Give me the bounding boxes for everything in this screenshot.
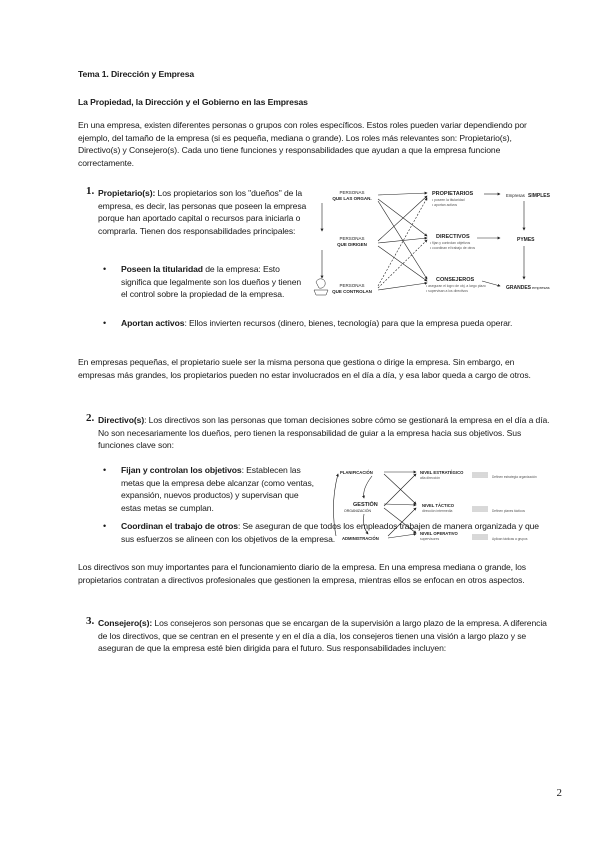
section-1-paragraph bbox=[98, 187, 310, 237]
s1-bullet-2 bbox=[121, 317, 541, 330]
paragraph-3: Los directivos son muy importantes para el funcionamiento diario de la empresa. En una empresa mediana o grande, los propietarios contratan a directivos profesionales que gestionen la empresa, mientras ellos se enfocan en otros aspectos. bbox=[78, 562, 526, 585]
d1-right3b: empresas bbox=[532, 285, 550, 290]
d1-mid2: DIRECTIVOS bbox=[436, 234, 470, 240]
section-3-number: 3. bbox=[86, 615, 95, 627]
d1-mid1-sub2: • aportan activos bbox=[432, 203, 458, 207]
page-number: 2 bbox=[556, 787, 562, 799]
section-3-text: Los consejeros son personas que se encargan de la supervisión a largo plazo de la empresa. A diferencia de los directivos, que se centran en el presente y en el día a día, los consejeros tienen una visión a largo plazo y se aseguran de que la empresa esté bien dirigida para el futuro. Sus responsabilidades incluyen: bbox=[98, 618, 547, 653]
d1-mid2-sub: • fijan y controlan objetivos bbox=[430, 241, 471, 245]
d1-mid1-sub: • poseen la titularidad bbox=[432, 198, 465, 202]
d2-left3: ADMINISTRACIÓN bbox=[342, 536, 379, 541]
topic-title: Tema 1. Dirección y Empresa bbox=[78, 69, 195, 79]
d2-right3: Aplican tácticas a grupos bbox=[492, 537, 528, 541]
section-3-paragraph bbox=[98, 617, 550, 655]
s1-bullet-2-title: Aportan activos bbox=[121, 318, 185, 328]
d2-right1: Definen estrategia organización bbox=[492, 475, 537, 479]
s2-bullet-2-title: Coordinan el trabajo de otros bbox=[121, 521, 238, 531]
d2-mid1b: alta dirección bbox=[420, 476, 440, 480]
d1-right1b: SIMPLES bbox=[528, 193, 550, 199]
d1-right1a: Empresas bbox=[506, 193, 525, 198]
d1-left1b: QUE LAS ORGAN. bbox=[332, 196, 372, 201]
d2-left2b: ORGANIZACIÓN bbox=[344, 509, 372, 513]
section-2-text: : Los directivos son las personas que toman decisiones sobre cómo se gestionará la empresa en el día a día. No son necesariamente los dueños, pero tienen la responsabilidad de guiar a la empresa hacia sus objetivos. Sus funciones clave son: bbox=[98, 415, 550, 450]
d1-mid2-sub2: • coordinan el trabajo de otros bbox=[430, 246, 476, 250]
s2-bullet-1 bbox=[121, 464, 317, 514]
d1-left3b: QUE CONTROLAN bbox=[332, 289, 372, 294]
d1-mid1: PROPIETARIOS bbox=[432, 191, 474, 197]
d2-mid3b: supervisores bbox=[420, 537, 440, 541]
s2-bullet-2 bbox=[121, 520, 541, 545]
d2-right2: Definen planes tácticos bbox=[492, 509, 525, 513]
bullet-icon: • bbox=[103, 318, 107, 328]
section-1-number: 1. bbox=[86, 185, 95, 197]
d2-left2: GESTIÓN bbox=[353, 502, 378, 508]
s1-bullet-2-text: : Ellos invierten recursos (dinero, bienes, tecnología) para que la empresa pueda operar. bbox=[184, 318, 513, 328]
d1-left2: PERSONAS bbox=[339, 236, 365, 241]
s2-bullet-2-text: : Se aseguran de que todos los empleados trabajen de manera organizada y que sus esfuerzos se alineen con los objetivos de la empresa. bbox=[121, 521, 539, 544]
bullet-icon: • bbox=[103, 465, 107, 475]
bullet-icon: • bbox=[103, 521, 107, 531]
d2-left1: PLANIFICACIÓN bbox=[340, 470, 373, 475]
section-title: La Propiedad, la Dirección y el Gobierno en las Empresas bbox=[78, 97, 308, 107]
section-2-paragraph bbox=[98, 414, 550, 452]
d1-left1: PERSONAS bbox=[339, 190, 365, 195]
d1-mid3-sub2: • supervisan a los directivos bbox=[426, 289, 468, 293]
s1-bullet-1 bbox=[121, 263, 307, 301]
s2-bullet-1-title: Fijan y controlan los objetivos bbox=[121, 465, 242, 475]
paragraph-2: En empresas pequeñas, el propietario suele ser la misma persona que gestiona o dirige la empresa. Sin embargo, en empresas más grandes, los propietarios pueden no estar involucrados en el día a día, y esa labor queda a cargo de otros. bbox=[78, 357, 531, 380]
section-2-number: 2. bbox=[86, 412, 95, 424]
d1-mid3: CONSEJEROS bbox=[436, 277, 475, 283]
s1-bullet-1-text: de la empresa: Esto significa que legalmente son los dueños y tienen el control sobre la propiedad de la empresa. bbox=[121, 264, 302, 299]
d2-mid2b: dirección intermedia bbox=[422, 509, 453, 513]
s2-bullet-1-text: : Establecen las metas que la empresa debe alcanzar (como ventas, expansión, nuevos productos) y supervisan que estas metas se cumplan. bbox=[121, 465, 314, 513]
section-3-title: Consejero(s): bbox=[98, 618, 153, 628]
intro-paragraph: En una empresa, existen diferentes personas o grupos con roles específicos. Estos roles pueden variar dependiendo por ejemplo, del tamaño de la empresa (si es pequeña, mediana o grande). Los roles más relevantes son: Propietario(s), Directivo(s) y Consejero(s). Cada uno tiene funciones y responsabilidades que ayudan a que la empresa funcione correctamente. bbox=[78, 120, 527, 168]
roles-diagram bbox=[312, 186, 552, 306]
section-1-text: Los propietarios son los "dueños" de la empresa, es decir, las personas que poseen la empresa porque han aportado capital o recursos para iniciarla o comprarla. Tienen dos responsabilidades principales: bbox=[98, 188, 307, 236]
d2-mid1: NIVEL ESTRATÉGICO bbox=[420, 470, 464, 475]
d1-right3a: GRANDES bbox=[506, 285, 532, 291]
section-2-title: Directivo(s) bbox=[98, 415, 145, 425]
bullet-icon: • bbox=[103, 264, 107, 274]
d1-left3: PERSONAS bbox=[339, 283, 365, 288]
s1-bullet-1-title: Poseen la titularidad bbox=[121, 264, 203, 274]
d1-right2: PYMES bbox=[517, 237, 535, 243]
section-1-title: Propietario(s): bbox=[98, 188, 156, 198]
d1-left2b: QUE DIRIGEN bbox=[337, 242, 367, 247]
d2-mid2: NIVEL TÁCTICO bbox=[422, 503, 455, 508]
d1-mid3-sub: • aseguran el logro de obj. a largo plazo bbox=[426, 284, 486, 288]
d2-mid3: NIVEL OPERATIVO bbox=[420, 531, 458, 536]
